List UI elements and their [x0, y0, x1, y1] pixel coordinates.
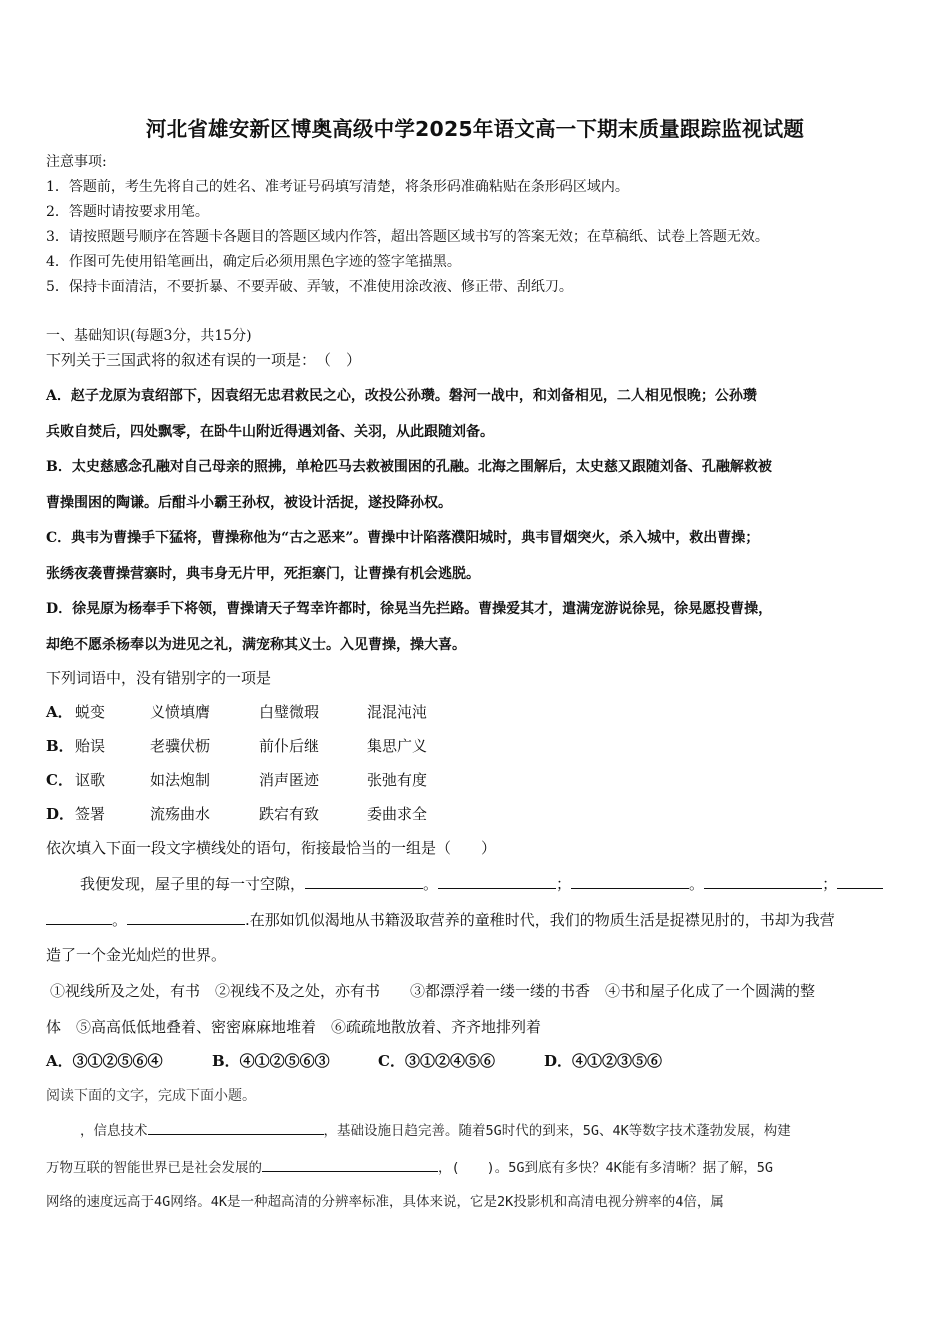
q3-paragraph-line2: [46, 909, 835, 930]
option-word: 委曲求全: [367, 805, 428, 823]
q3-text: .在那如饥似渴地从书籍汲取营养的童稚时代，我们的物质生活是捉襟见肘的，书却为我营: [245, 911, 835, 929]
reading-text: ，信息技术: [80, 1123, 148, 1139]
answer-blank: [438, 873, 556, 889]
option-word: 消声匿迹: [259, 771, 320, 789]
reading-line1: [80, 1119, 791, 1141]
option-word: 签署: [75, 805, 106, 823]
q3-separator: ；: [556, 875, 572, 893]
option-label: A．: [46, 703, 73, 721]
reading-text: ，( )。5G到底有多快？4K能有多清晰？据了解，5G: [438, 1160, 774, 1176]
q3-choices-line2: 体 ⑤高高低低地叠着、密密麻麻地堆着 ⑥疏疏地散放着、齐齐地排列着: [46, 1018, 542, 1036]
answer-blank: [305, 873, 423, 889]
q2-stem: 下列词语中，没有错别字的一项是: [46, 669, 272, 687]
option-word: 混混沌沌: [367, 703, 428, 721]
answer-blank: [127, 909, 245, 925]
q1-stem: 下列关于三国武将的叙述有误的一项是： （ ）: [46, 351, 362, 369]
reading-intro: 阅读下面的文字，完成下面小题。: [46, 1088, 256, 1104]
answer-blank: [46, 909, 112, 925]
reading-line2: [46, 1156, 773, 1178]
option-word: 前仆后继: [259, 737, 320, 755]
notice-item: 5．保持卡面清洁，不要折暴、不要弄破、弄皱，不准使用涂改液、修正带、刮纸刀。: [46, 279, 573, 295]
q1-option-line: D．徐晃原为杨奉手下将领，曹操请天子驾幸许都时，徐晃当先拦路。曹操爱其才，遣满宠游说徐晃，徐晃愿投曹操，: [46, 601, 773, 617]
q3-answer-c: C．③①②④⑤⑥: [378, 1052, 495, 1070]
q3-stem: 依次填入下面一段文字横线处的语句，衔接最恰当的一组是（ ）: [46, 839, 497, 857]
q1-option-line: 曹操围困的陶谦。后酣斗小霸王孙权，被设计活捉，遂投降孙权。: [46, 495, 452, 511]
reading-line3: 网络的速度远高于4G网络。4K是一种超高清的分辨率标准，具体来说，它是2K投影机和高清电视分辨率的4倍，属: [46, 1194, 724, 1210]
option-word: 如法炮制: [150, 771, 211, 789]
q3-paragraph-line1: [80, 873, 883, 894]
q3-answer-b: B．④①②⑤⑥③: [212, 1052, 330, 1070]
q3-choices-line1: ①视线所及之处，有书 ②视线不及之处，亦有书 ③都漂浮着一缕一缕的书香 ④书和屋子化成了一个圆满的整: [50, 982, 816, 1000]
q1-option-line: 张绣夜袭曹操营寨时，典韦身无片甲，死拒寨门，让曹操有机会逃脱。: [46, 566, 480, 582]
reading-text: 万物互联的智能世界已是社会发展的: [46, 1160, 262, 1176]
option-word: 贻误: [75, 737, 106, 755]
option-word: 讴歌: [75, 771, 106, 789]
option-word: 跌宕有致: [259, 805, 320, 823]
notice-heading: 注意事项:: [46, 154, 107, 170]
answer-blank: [704, 873, 822, 889]
answer-blank: [837, 873, 883, 889]
option-word: 流殇曲水: [150, 805, 211, 823]
q1-option-line: 却绝不愿杀杨奉以为进见之礼，满宠称其义士。入见曹操，操大喜。: [46, 637, 466, 653]
q3-paragraph-line3: 造了一个金光灿烂的世界。: [46, 946, 227, 964]
notice-item: 1．答题前，考生先将自己的姓名、准考证号码填写清楚，将条形码准确粘贴在条形码区域内。: [46, 179, 629, 195]
q3-separator: ；: [822, 875, 838, 893]
exam-title: 河北省雄安新区博奥高级中学2025年语文高一下期末质量跟踪监视试题: [145, 117, 805, 141]
q3-separator: 。: [112, 911, 128, 929]
notice-item: 2．答题时请按要求用笔。: [46, 204, 209, 220]
section-heading: 一、基础知识(每题3分，共15分): [46, 328, 252, 344]
option-word: 张弛有度: [367, 771, 428, 789]
answer-blank: [571, 873, 689, 889]
q1-option-line: C．典韦为曹操手下猛将，曹操称他为“古之恶来”。曹操中计陷落濮阳城时，典韦冒烟突火，杀入城中，救出曹操；: [46, 530, 760, 546]
q3-answer-d: D．④①②③⑤⑥: [544, 1052, 663, 1070]
q3-separator: 。: [423, 875, 439, 893]
option-word: 蜕变: [75, 703, 106, 721]
notice-item: 4．作图可先使用铅笔画出，确定后必须用黑色字迹的签字笔描黑。: [46, 254, 461, 270]
answer-blank: [262, 1156, 438, 1172]
notice-item: 3．请按照题号顺序在答题卡各题目的答题区域内作答，超出答题区域书写的答案无效；在草稿纸、试卷上答题无效。: [46, 229, 769, 245]
q3-separator: 。: [689, 875, 705, 893]
option-word: 白璧微瑕: [259, 703, 320, 721]
reading-text: ，基础设施日趋完善。随着5G时代的到来，5G、4K等数字技术蓬勃发展，构建: [323, 1123, 791, 1139]
q1-option-line: B．太史慈感念孔融对自己母亲的照拂，单枪匹马去救被围困的孔融。北海之围解后，太史慈又跟随刘备、孔融解救被: [46, 459, 772, 475]
q3-text: 我便发现，屋子里的每一寸空隙，: [80, 875, 306, 893]
q3-answer-a: A．③①②⑤⑥④: [46, 1052, 163, 1070]
option-label: D．: [46, 805, 75, 823]
option-label: B．: [46, 737, 74, 755]
q1-option-line: 兵败自焚后，四处飘零，在卧牛山附近得遇刘备、关羽，从此跟随刘备。: [46, 424, 494, 440]
option-word: 老骥伏枥: [150, 737, 211, 755]
q1-option-line: A．赵子龙原为袁绍部下，因袁绍无忠君救民之心，改投公孙瓒。磐河一战中，和刘备相见，二人相见恨晚；公孙瓒: [46, 388, 757, 404]
option-label: C．: [46, 771, 73, 789]
answer-blank: [148, 1119, 324, 1135]
option-word: 义愤填膺: [150, 703, 211, 721]
option-word: 集思广义: [367, 737, 428, 755]
